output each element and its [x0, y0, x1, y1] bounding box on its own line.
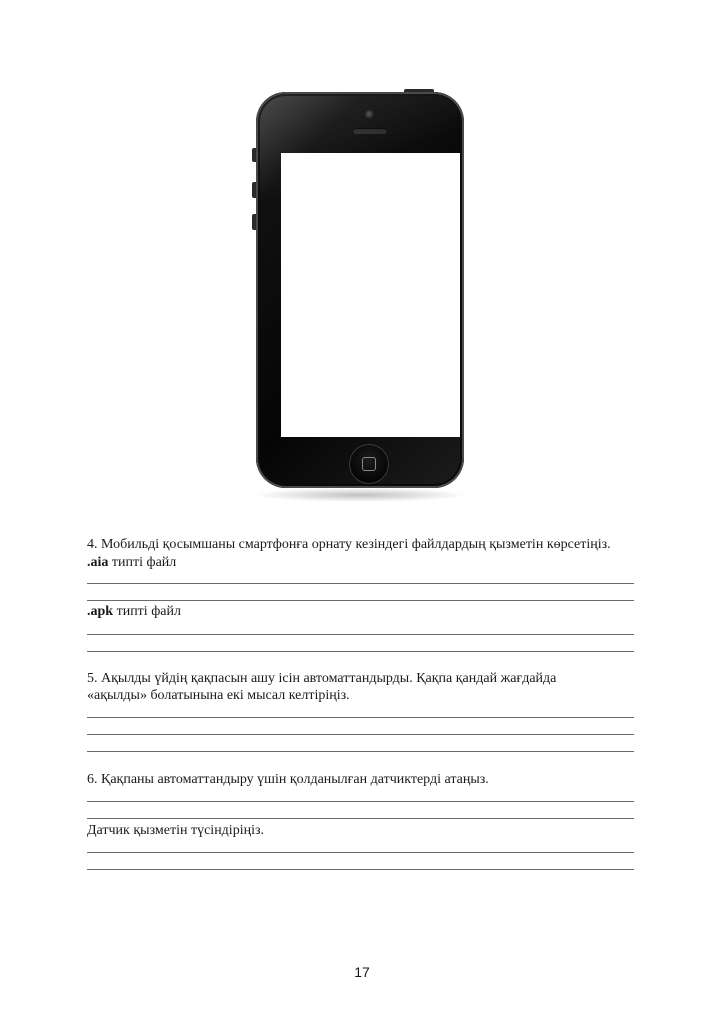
answer-line — [87, 600, 634, 601]
answer-line — [87, 717, 634, 718]
phone-illustration — [246, 86, 474, 496]
answer-line — [87, 751, 634, 752]
question-6-text: 6. Қақпаны автоматтандыру үшін қолданылған датчиктерді атаңыз. — [87, 772, 489, 787]
aia-file-type-text: типті файл — [108, 555, 177, 570]
answer-line — [87, 634, 634, 635]
answer-line — [87, 818, 634, 819]
answer-line — [87, 734, 634, 735]
aia-extension: .aia — [87, 555, 109, 570]
apk-file-label — [87, 603, 181, 620]
sensor-function-prompt: Датчик қызметін түсіндіріңіз. — [87, 823, 264, 838]
phone-sheen — [258, 94, 462, 204]
page-number: 17 — [354, 964, 370, 980]
answer-line — [87, 801, 634, 802]
answer-line — [87, 583, 634, 584]
phone-shadow — [252, 488, 468, 502]
answer-line — [87, 651, 634, 652]
aia-file-label — [87, 554, 176, 571]
answer-line — [87, 869, 634, 870]
question-5-line2: «ақылды» болатынына екі мысал келтіріңіз. — [87, 688, 350, 703]
home-button — [349, 444, 389, 484]
home-square-icon — [362, 457, 376, 471]
answer-line — [87, 852, 634, 853]
apk-file-type-text: типті файл — [113, 604, 181, 619]
question-5-line1: 5. Ақылды үйдің қақпасын ашу ісін автоматтандырды. Қақпа қандай жағдайда — [87, 671, 557, 686]
apk-extension: .apk — [87, 604, 114, 619]
question-4-text: 4. Мобильді қосымшаны смартфонға орнату кезіндегі файлдардың қызметін көрсетіңіз. — [87, 537, 611, 552]
